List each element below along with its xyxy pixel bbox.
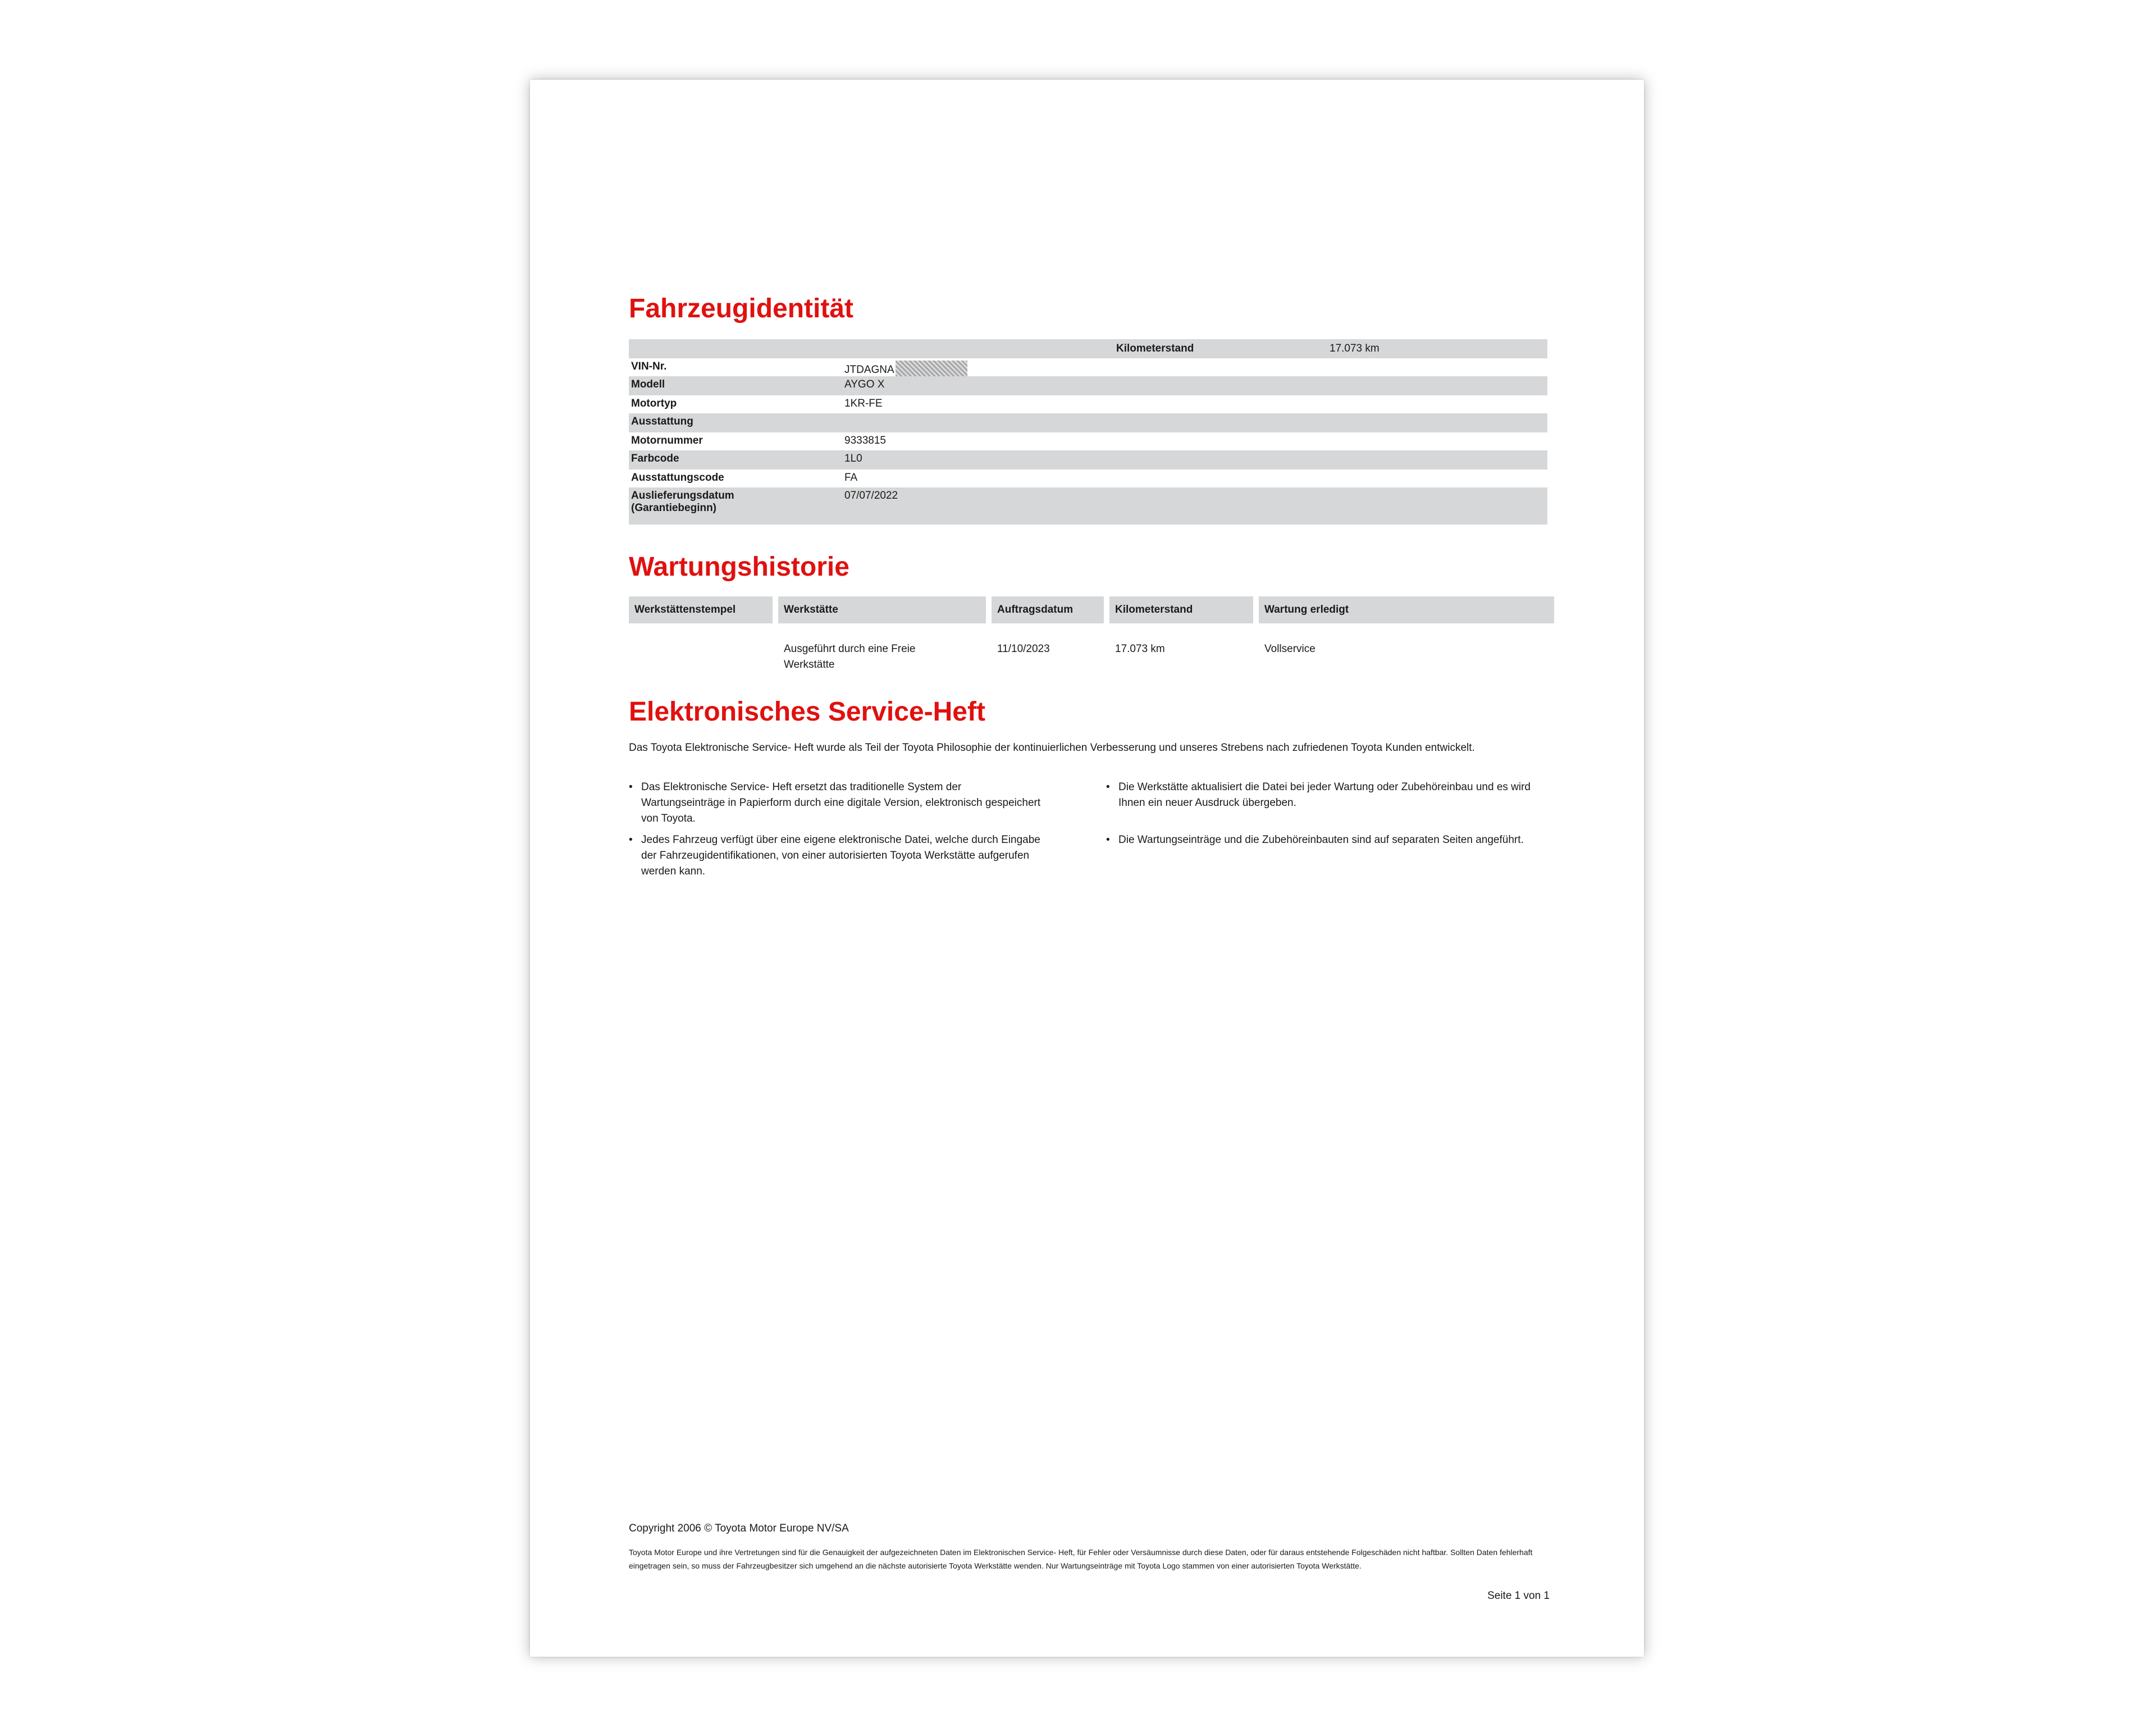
identity-value: AYGO X [844, 379, 885, 390]
bullet-marker: • [1106, 781, 1110, 793]
identity-value: 9333815 [844, 435, 886, 446]
bullet-marker: • [629, 834, 633, 846]
column-header-workshop: Werkstätte [778, 596, 986, 623]
identity-row-color-code [629, 450, 1547, 470]
bullet-text: Jedes Fahrzeug verfügt über eine eigene elektronische Datei, welche durch Eingabe der Fahrzeugidentifikationen, von einer autorisierten Toyota Werkstätte aufgerufen werden kann. [641, 834, 1040, 877]
identity-row-trim-code [629, 470, 1547, 487]
identity-label: Farbcode [631, 453, 679, 464]
mileage-label: Kilometerstand [1116, 343, 1194, 354]
identity-label: Ausstattung [631, 416, 693, 427]
legal-disclaimer: Toyota Motor Europe und ihre Vertretungen sind für die Genauigkeit der aufgezeichneten Daten im Elektronischen Service- Heft, für Fehler oder Versäumnisse durch diese Daten, oder für daraus entstehende Folgeschäden nicht haftbar. Sollten Daten fehlerhaft eingetragen sein, so muss der Fahrzeugbesitzer sich umgehend an die nächste autorisierte Toyota Werkstätte wenden. Nur Wartungseinträge mit Toyota Logo stammen von einer autorisierten Toyota Werkstätte. [629, 1548, 1533, 1570]
identity-label: Auslieferungsdatum (Garantiebeginn) [631, 490, 734, 514]
identity-row-delivery-date [629, 487, 1547, 525]
identity-value: 1KR-FE [844, 398, 883, 409]
identity-label: Motortyp [631, 398, 677, 409]
bullet-marker: • [629, 781, 633, 793]
vehicle-identity-table [629, 339, 1547, 525]
identity-label: Modell [631, 379, 665, 390]
bullet-text: Das Elektronische Service- Heft ersetzt das traditionelle System der Wartungseinträge in Papierform durch eine digitale Version, elektronisch gespeichert von Toyota. [641, 781, 1041, 824]
esh-bullet [1106, 832, 1550, 848]
identity-row-vin [629, 358, 1547, 376]
identity-row-model [629, 376, 1547, 395]
cell-mileage: 17.073 km [1115, 643, 1165, 655]
cell-service-done: Vollservice [1264, 643, 1315, 655]
bullet-marker: • [1106, 834, 1110, 846]
column-header-order-date: Auftragsdatum [992, 596, 1104, 623]
identity-label: Ausstattungscode [631, 472, 724, 484]
column-header-workshop-stamp: Werkstättenstempel [629, 596, 773, 623]
identity-label: VIN-Nr. [631, 361, 667, 372]
bullet-text: Die Wartungseinträge und die Zubehöreinbauten sind auf separaten Seiten angeführt. [1118, 834, 1524, 846]
identity-row-engine-number [629, 432, 1547, 450]
esh-bullet [629, 780, 1047, 827]
bullet-text: Die Werkstätte aktualisiert die Datei bei jeder Wartung oder Zubehöreinbau und es wird Ihnen ein neuer Ausdruck übergeben. [1118, 781, 1531, 809]
identity-row-engine-type [629, 395, 1547, 413]
vin-value [844, 361, 967, 376]
column-header-mileage: Kilometerstand [1109, 596, 1253, 623]
service-history-table [629, 596, 1554, 675]
cell-workshop: Ausgeführt durch eine Freie Werkstätte [784, 643, 916, 671]
identity-row-equipment [629, 413, 1547, 432]
column-header-service-done: Wartung erledigt [1259, 596, 1554, 623]
identity-value: FA [844, 472, 858, 484]
identity-value: 07/07/2022 [844, 490, 898, 502]
esh-bullet [1106, 780, 1550, 811]
identity-value: 1L0 [844, 453, 862, 464]
redaction-block [896, 361, 967, 376]
document-page [530, 80, 1644, 1657]
esh-bullet [629, 832, 1047, 879]
copyright-notice: Copyright 2006 © Toyota Motor Europe NV/SA [629, 1523, 849, 1534]
identity-label: Motornummer [631, 435, 703, 446]
vehicle-identity-heading: Fahrzeugidentität [629, 294, 854, 323]
identity-value: JTDAGNA [844, 364, 894, 376]
mileage-row [629, 339, 1547, 358]
esh-heading: Elektronisches Service-Heft [629, 697, 985, 727]
mileage-value: 17.073 km [1330, 343, 1380, 354]
service-history-heading: Wartungshistorie [629, 552, 849, 582]
page-number: Seite 1 von 1 [1487, 1590, 1550, 1602]
cell-order-date: 11/10/2023 [997, 643, 1050, 655]
esh-intro: Das Toyota Elektronische Service- Heft wurde als Teil der Toyota Philosophie der kontinuierlichen Verbesserung und unseres Strebens nach zufriedenen Toyota Kunden entwickelt. [629, 742, 1475, 754]
